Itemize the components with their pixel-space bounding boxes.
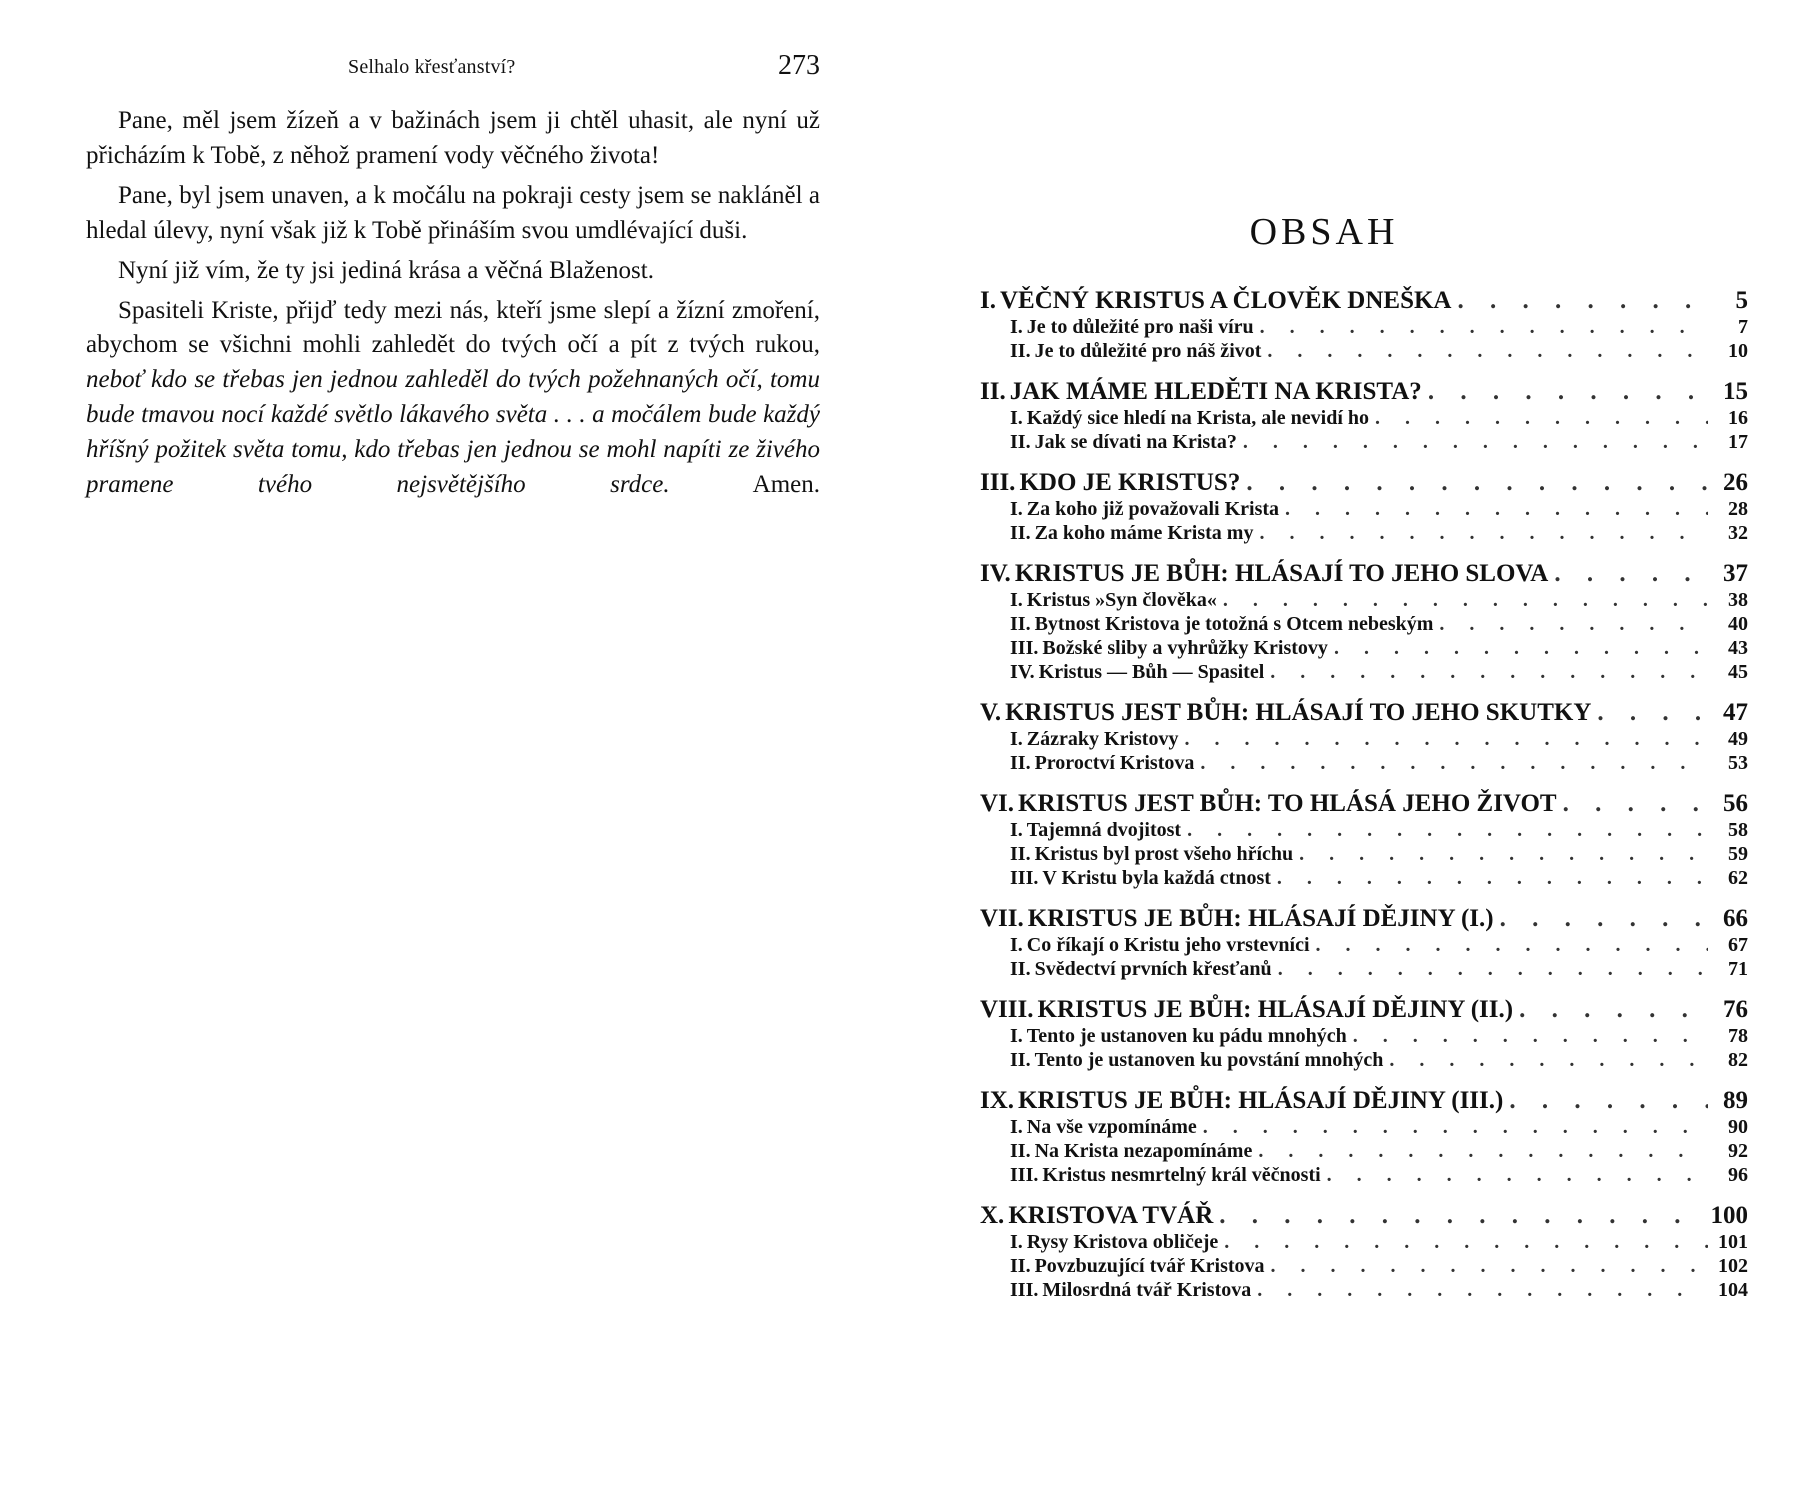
toc-section-entry — [980, 866, 1748, 890]
left-page — [0, 0, 900, 1500]
toc-section-entry — [980, 1139, 1748, 1163]
toc-section-entry — [980, 1115, 1748, 1139]
toc-chapter — [980, 995, 1748, 1072]
toc-section-entry-title: Božské sliby a vyhrůžky Kristovy — [1042, 637, 1328, 659]
toc-section-entry — [980, 497, 1748, 521]
toc-section-entry-number: II. — [1010, 843, 1031, 865]
toc-section-entry-number: III. — [1010, 1164, 1039, 1186]
toc-section-entry-number: II. — [1010, 613, 1031, 635]
toc-section-entry-number: I. — [1010, 1025, 1023, 1047]
toc-chapter-entry-number: VII. — [980, 905, 1024, 932]
dot-leader — [1285, 497, 1708, 521]
dot-leader — [1246, 468, 1708, 497]
dot-leader — [1277, 866, 1708, 890]
toc-section-entry-page: 40 — [1728, 613, 1748, 635]
toc-section-entry-title: Povzbuzující tvář Kristova — [1034, 1255, 1265, 1277]
body-text — [86, 104, 820, 508]
toc-section-entry-number: II. — [1010, 1049, 1031, 1071]
toc-section-entry-page: 17 — [1728, 431, 1748, 453]
toc-section-entry — [980, 660, 1748, 684]
toc-chapter-entry-number: X. — [980, 1202, 1005, 1229]
toc-section-entry-page: 82 — [1728, 1049, 1748, 1071]
toc-section-entry-title: Kristus »Syn člověka« — [1026, 589, 1217, 611]
toc-section-entry-page: 53 — [1728, 752, 1748, 774]
dot-leader — [1353, 1024, 1708, 1048]
toc-chapter-entry — [980, 904, 1748, 933]
paragraph — [86, 254, 820, 289]
dot-leader — [1278, 957, 1708, 981]
paragraph — [86, 104, 820, 174]
toc-chapter-entry-title: KRISTUS JE BŮH: HLÁSAJÍ DĚJINY (I.) — [1027, 905, 1494, 932]
toc-chapter-entry — [980, 1201, 1748, 1230]
toc-section-entry-number: I. — [1010, 316, 1023, 338]
toc-section-entry — [980, 588, 1748, 612]
dot-leader — [1219, 1201, 1704, 1230]
toc-section-entry-page: 49 — [1728, 728, 1748, 750]
dot-leader — [1299, 842, 1708, 866]
dot-leader — [1260, 315, 1708, 339]
dot-leader — [1563, 789, 1708, 818]
toc-section-entry-page: 67 — [1728, 934, 1748, 956]
toc-section-entry — [980, 727, 1748, 751]
toc-section-entry-page: 45 — [1728, 661, 1748, 683]
running-head — [348, 50, 820, 86]
toc-chapter — [980, 904, 1748, 981]
toc-section-entry-title: Za koho již považovali Krista — [1026, 498, 1280, 520]
dot-leader — [1200, 751, 1708, 775]
toc-chapter-entry — [980, 995, 1748, 1024]
toc-chapter-entry-number: II. — [980, 378, 1006, 405]
right-page — [900, 0, 1804, 1500]
toc-section-entry-number: I. — [1010, 1116, 1023, 1138]
dot-leader — [1519, 995, 1708, 1024]
toc-section-entry-title: Tento je ustanoven ku povstání mnohých — [1034, 1049, 1384, 1071]
table-of-contents — [980, 286, 1748, 1316]
toc-section-entry-page: 62 — [1728, 867, 1748, 889]
toc-section-entry-page: 10 — [1728, 340, 1748, 362]
toc-section-entry-number: II. — [1010, 340, 1031, 362]
paragraph-text: Nyní již vím, že ty jsi jediná krása a věčná Blaženost. — [118, 256, 654, 284]
dot-leader — [1389, 1048, 1708, 1072]
dot-leader — [1259, 521, 1708, 545]
toc-section-entry-title: Jak se dívati na Krista? — [1034, 431, 1237, 453]
toc-chapter — [980, 1086, 1748, 1187]
toc-section-entry-number: I. — [1010, 589, 1023, 611]
toc-section-entry — [980, 933, 1748, 957]
toc-chapter-entry — [980, 1086, 1748, 1115]
toc-section-entry-title: Proroctví Kristova — [1034, 752, 1195, 774]
paragraph — [86, 179, 820, 249]
toc-chapter-entry-number: IV. — [980, 560, 1011, 587]
dot-leader — [1334, 636, 1708, 660]
toc-section-entry-number: I. — [1010, 728, 1023, 750]
toc-chapter-entry-title: KRISTUS JE BŮH: HLÁSAJÍ DĚJINY (III.) — [1018, 1087, 1504, 1114]
dot-leader — [1270, 660, 1708, 684]
toc-chapter-entry-title: VĚČNÝ KRISTUS A ČLOVĚK DNEŠKA — [999, 287, 1452, 314]
toc-chapter-entry-number: VIII. — [980, 996, 1034, 1023]
dot-leader — [1597, 698, 1708, 727]
toc-chapter — [980, 377, 1748, 454]
toc-section-entry-page: 7 — [1738, 316, 1748, 338]
toc-section-entry-page: 71 — [1728, 958, 1748, 980]
toc-section-entry-title: Je to důležité pro naši víru — [1026, 316, 1254, 338]
paragraph-text: Pane, byl jsem unaven, a k močálu na pokraji cesty jsem se nakláněl a hledal úlevy, nyní však již k Tobě přináším svou umdlévající duši. — [86, 181, 820, 244]
toc-section-entry — [980, 636, 1748, 660]
toc-section-entry-title: Kristus — Bůh — Spasitel — [1038, 661, 1265, 683]
toc-chapter-entry-page: 66 — [1723, 905, 1748, 932]
toc-chapter-entry-number: IX. — [980, 1087, 1015, 1114]
dot-leader — [1203, 1115, 1708, 1139]
dot-leader — [1184, 727, 1708, 751]
toc-section-entry-number: I. — [1010, 819, 1023, 841]
toc-chapter — [980, 789, 1748, 890]
toc-section-entry-title: Kristus nesmrtelný král věčnosti — [1042, 1164, 1321, 1186]
toc-chapter-entry-title: KRISTUS JEST BŮH: HLÁSAJÍ TO JEHO SKUTKY — [1005, 699, 1592, 726]
toc-section-entry-title: Tajemná dvojitost — [1026, 819, 1182, 841]
toc-chapter-entry — [980, 377, 1748, 406]
running-title: Selhalo křesťanství? — [348, 56, 516, 78]
toc-section-entry-page: 78 — [1728, 1025, 1748, 1047]
toc-chapter-entry — [980, 286, 1748, 315]
toc-chapter-entry-title: JAK MÁME HLEDĚTI NA KRISTA? — [1009, 378, 1422, 405]
toc-chapter-entry-page: 26 — [1723, 469, 1748, 496]
toc-section-entry — [980, 612, 1748, 636]
dot-leader — [1257, 1278, 1708, 1302]
dot-leader — [1316, 933, 1708, 957]
toc-section-entry — [980, 1278, 1748, 1302]
toc-section-entry-number: II. — [1010, 752, 1031, 774]
dot-leader — [1187, 818, 1708, 842]
dot-leader — [1267, 339, 1708, 363]
toc-section-entry-number: II. — [1010, 431, 1031, 453]
toc-section-entry — [980, 1048, 1748, 1072]
toc-section-entry-number: III. — [1010, 867, 1039, 889]
dot-leader — [1258, 1139, 1708, 1163]
toc-chapter-entry-page: 15 — [1723, 378, 1748, 405]
toc-section-entry-page: 32 — [1728, 522, 1748, 544]
paragraph — [86, 294, 820, 503]
page-number: 273 — [778, 50, 820, 81]
toc-section-entry-page: 38 — [1728, 589, 1748, 611]
paragraph-text: Pane, měl jsem žízeň a v bažinách jsem ji chtěl uhasit, ale nyní už přicházím k Tobě, z něhož pramení vody věčného života! — [86, 107, 820, 169]
toc-section-entry-page: 16 — [1728, 407, 1748, 429]
toc-section-entry-page: 59 — [1728, 843, 1748, 865]
toc-chapter-entry-title: KRISTUS JE BŮH: HLÁSAJÍ TO JEHO SLOVA — [1014, 560, 1549, 587]
paragraph-text: Amen. — [669, 471, 820, 499]
toc-chapter-entry-title: KDO JE KRISTUS? — [1019, 469, 1241, 496]
toc-section-entry-number: II. — [1010, 1255, 1031, 1277]
toc-section-entry — [980, 406, 1748, 430]
dot-leader — [1224, 1230, 1708, 1254]
toc-section-entry-title: Milosrdná tvář Kristova — [1042, 1279, 1252, 1301]
dot-leader — [1375, 406, 1708, 430]
toc-section-entry — [980, 430, 1748, 454]
toc-chapter-entry — [980, 789, 1748, 818]
toc-chapter-entry-page: 47 — [1723, 699, 1748, 726]
toc-section-entry-title: Je to důležité pro náš život — [1034, 340, 1262, 362]
toc-chapter — [980, 1201, 1748, 1302]
toc-section-entry-number: IV. — [1010, 661, 1035, 683]
toc-section-entry-number: I. — [1010, 934, 1023, 956]
toc-section-entry-title: Každý sice hledí na Krista, ale nevidí ho — [1026, 407, 1370, 429]
dot-leader — [1327, 1163, 1708, 1187]
toc-section-entry — [980, 1230, 1748, 1254]
dot-leader — [1509, 1086, 1708, 1115]
toc-section-entry — [980, 1254, 1748, 1278]
toc-section-entry — [980, 842, 1748, 866]
dot-leader — [1439, 612, 1708, 636]
toc-chapter-entry-number: V. — [980, 699, 1002, 726]
dot-leader — [1457, 286, 1708, 315]
toc-chapter-entry-title: KRISTUS JEST BŮH: TO HLÁSÁ JEHO ŽIVOT — [1018, 790, 1557, 817]
toc-section-entry-number: I. — [1010, 407, 1023, 429]
toc-section-entry-page: 28 — [1728, 498, 1748, 520]
toc-chapter-entry — [980, 698, 1748, 727]
toc-section-entry-number: II. — [1010, 1140, 1031, 1162]
toc-chapter-entry — [980, 468, 1748, 497]
toc-section-entry-page: 92 — [1728, 1140, 1748, 1162]
toc-section-entry-number: I. — [1010, 1231, 1023, 1253]
toc-section-entry-title: Na vše vzpomínáme — [1026, 1116, 1197, 1138]
toc-section-entry-number: III. — [1010, 1279, 1039, 1301]
toc-chapter-entry-page: 100 — [1710, 1202, 1748, 1229]
toc-section-entry-number: III. — [1010, 637, 1039, 659]
italic-text: neboť kdo se třebas jen jednou zahleděl do tvých požehnaných očí, tomu bude tmavou nocí každé světlo lákavého světa . . . a močálem bude každý hříšný požitek světa tomu, kdo třebas jen jednou se mohl napíti ze živého pramene tvého nejsvětějšího srdce. — [86, 366, 820, 499]
toc-section-entry — [980, 521, 1748, 545]
toc-chapter — [980, 559, 1748, 684]
toc-section-entry-title: Bytnost Kristova je totožná s Otcem nebeským — [1034, 613, 1434, 635]
dot-leader — [1554, 559, 1708, 588]
toc-section-entry-title: V Kristu byla každá ctnost — [1042, 867, 1271, 889]
toc-heading: OBSAH — [1249, 211, 1399, 253]
toc-section-entry-title: Tento je ustanoven ku pádu mnohých — [1026, 1025, 1347, 1047]
toc-section-entry-page: 90 — [1728, 1116, 1748, 1138]
toc-section-entry-title: Na Krista nezapomínáme — [1034, 1140, 1253, 1162]
toc-chapter — [980, 468, 1748, 545]
toc-section-entry-page: 58 — [1728, 819, 1748, 841]
dot-leader — [1428, 377, 1708, 406]
paragraph-text: Spasiteli Kriste, přijď tedy mezi nás, kteří jsme slepí a žízní zmoření, abychom se všichni mohli zahledět do tvých očí a pít z tvých rukou, — [86, 296, 820, 359]
toc-chapter-entry-title: KRISTOVA TVÁŘ — [1008, 1202, 1214, 1229]
toc-section-entry-title: Zázraky Kristovy — [1026, 728, 1179, 750]
toc-section-entry-page: 102 — [1718, 1255, 1748, 1277]
toc-section-entry — [980, 818, 1748, 842]
toc-section-entry-page: 101 — [1718, 1231, 1748, 1253]
toc-section-entry — [980, 751, 1748, 775]
toc-chapter-entry — [980, 559, 1748, 588]
toc-section-entry — [980, 315, 1748, 339]
toc-section-entry-title: Svědectví prvních křesťanů — [1034, 958, 1272, 980]
toc-section-entry-title: Za koho máme Krista my — [1034, 522, 1254, 544]
toc-chapter-entry-title: KRISTUS JE BŮH: HLÁSAJÍ DĚJINY (II.) — [1037, 996, 1514, 1023]
toc-chapter-entry-page: 37 — [1723, 560, 1748, 587]
toc-section-entry-number: I. — [1010, 498, 1023, 520]
toc-section-entry-page: 96 — [1728, 1164, 1748, 1186]
toc-section-entry — [980, 339, 1748, 363]
toc-section-entry — [980, 1024, 1748, 1048]
toc-chapter-entry-number: III. — [980, 469, 1016, 496]
dot-leader — [1223, 588, 1708, 612]
toc-section-entry-title: Co říkají o Kristu jeho vrstevníci — [1026, 934, 1310, 956]
toc-section-entry-title: Rysy Kristova obličeje — [1026, 1231, 1219, 1253]
toc-section-entry-page: 43 — [1728, 637, 1748, 659]
toc-chapter-entry-page: 89 — [1723, 1087, 1748, 1114]
toc-section-entry — [980, 1163, 1748, 1187]
dot-leader — [1243, 430, 1708, 454]
toc-chapter — [980, 286, 1748, 363]
toc-section-entry-number: II. — [1010, 958, 1031, 980]
dot-leader — [1500, 904, 1708, 933]
toc-chapter-entry-page: 56 — [1723, 790, 1748, 817]
dot-leader — [1271, 1254, 1708, 1278]
toc-chapter — [980, 698, 1748, 775]
toc-chapter-entry-page: 5 — [1735, 287, 1748, 314]
toc-section-entry — [980, 957, 1748, 981]
toc-section-entry-page: 104 — [1718, 1279, 1748, 1301]
toc-section-entry-number: II. — [1010, 522, 1031, 544]
toc-chapter-entry-page: 76 — [1723, 996, 1748, 1023]
toc-chapter-entry-number: I. — [980, 287, 996, 314]
toc-chapter-entry-number: VI. — [980, 790, 1015, 817]
toc-section-entry-title: Kristus byl prost všeho hříchu — [1034, 843, 1294, 865]
